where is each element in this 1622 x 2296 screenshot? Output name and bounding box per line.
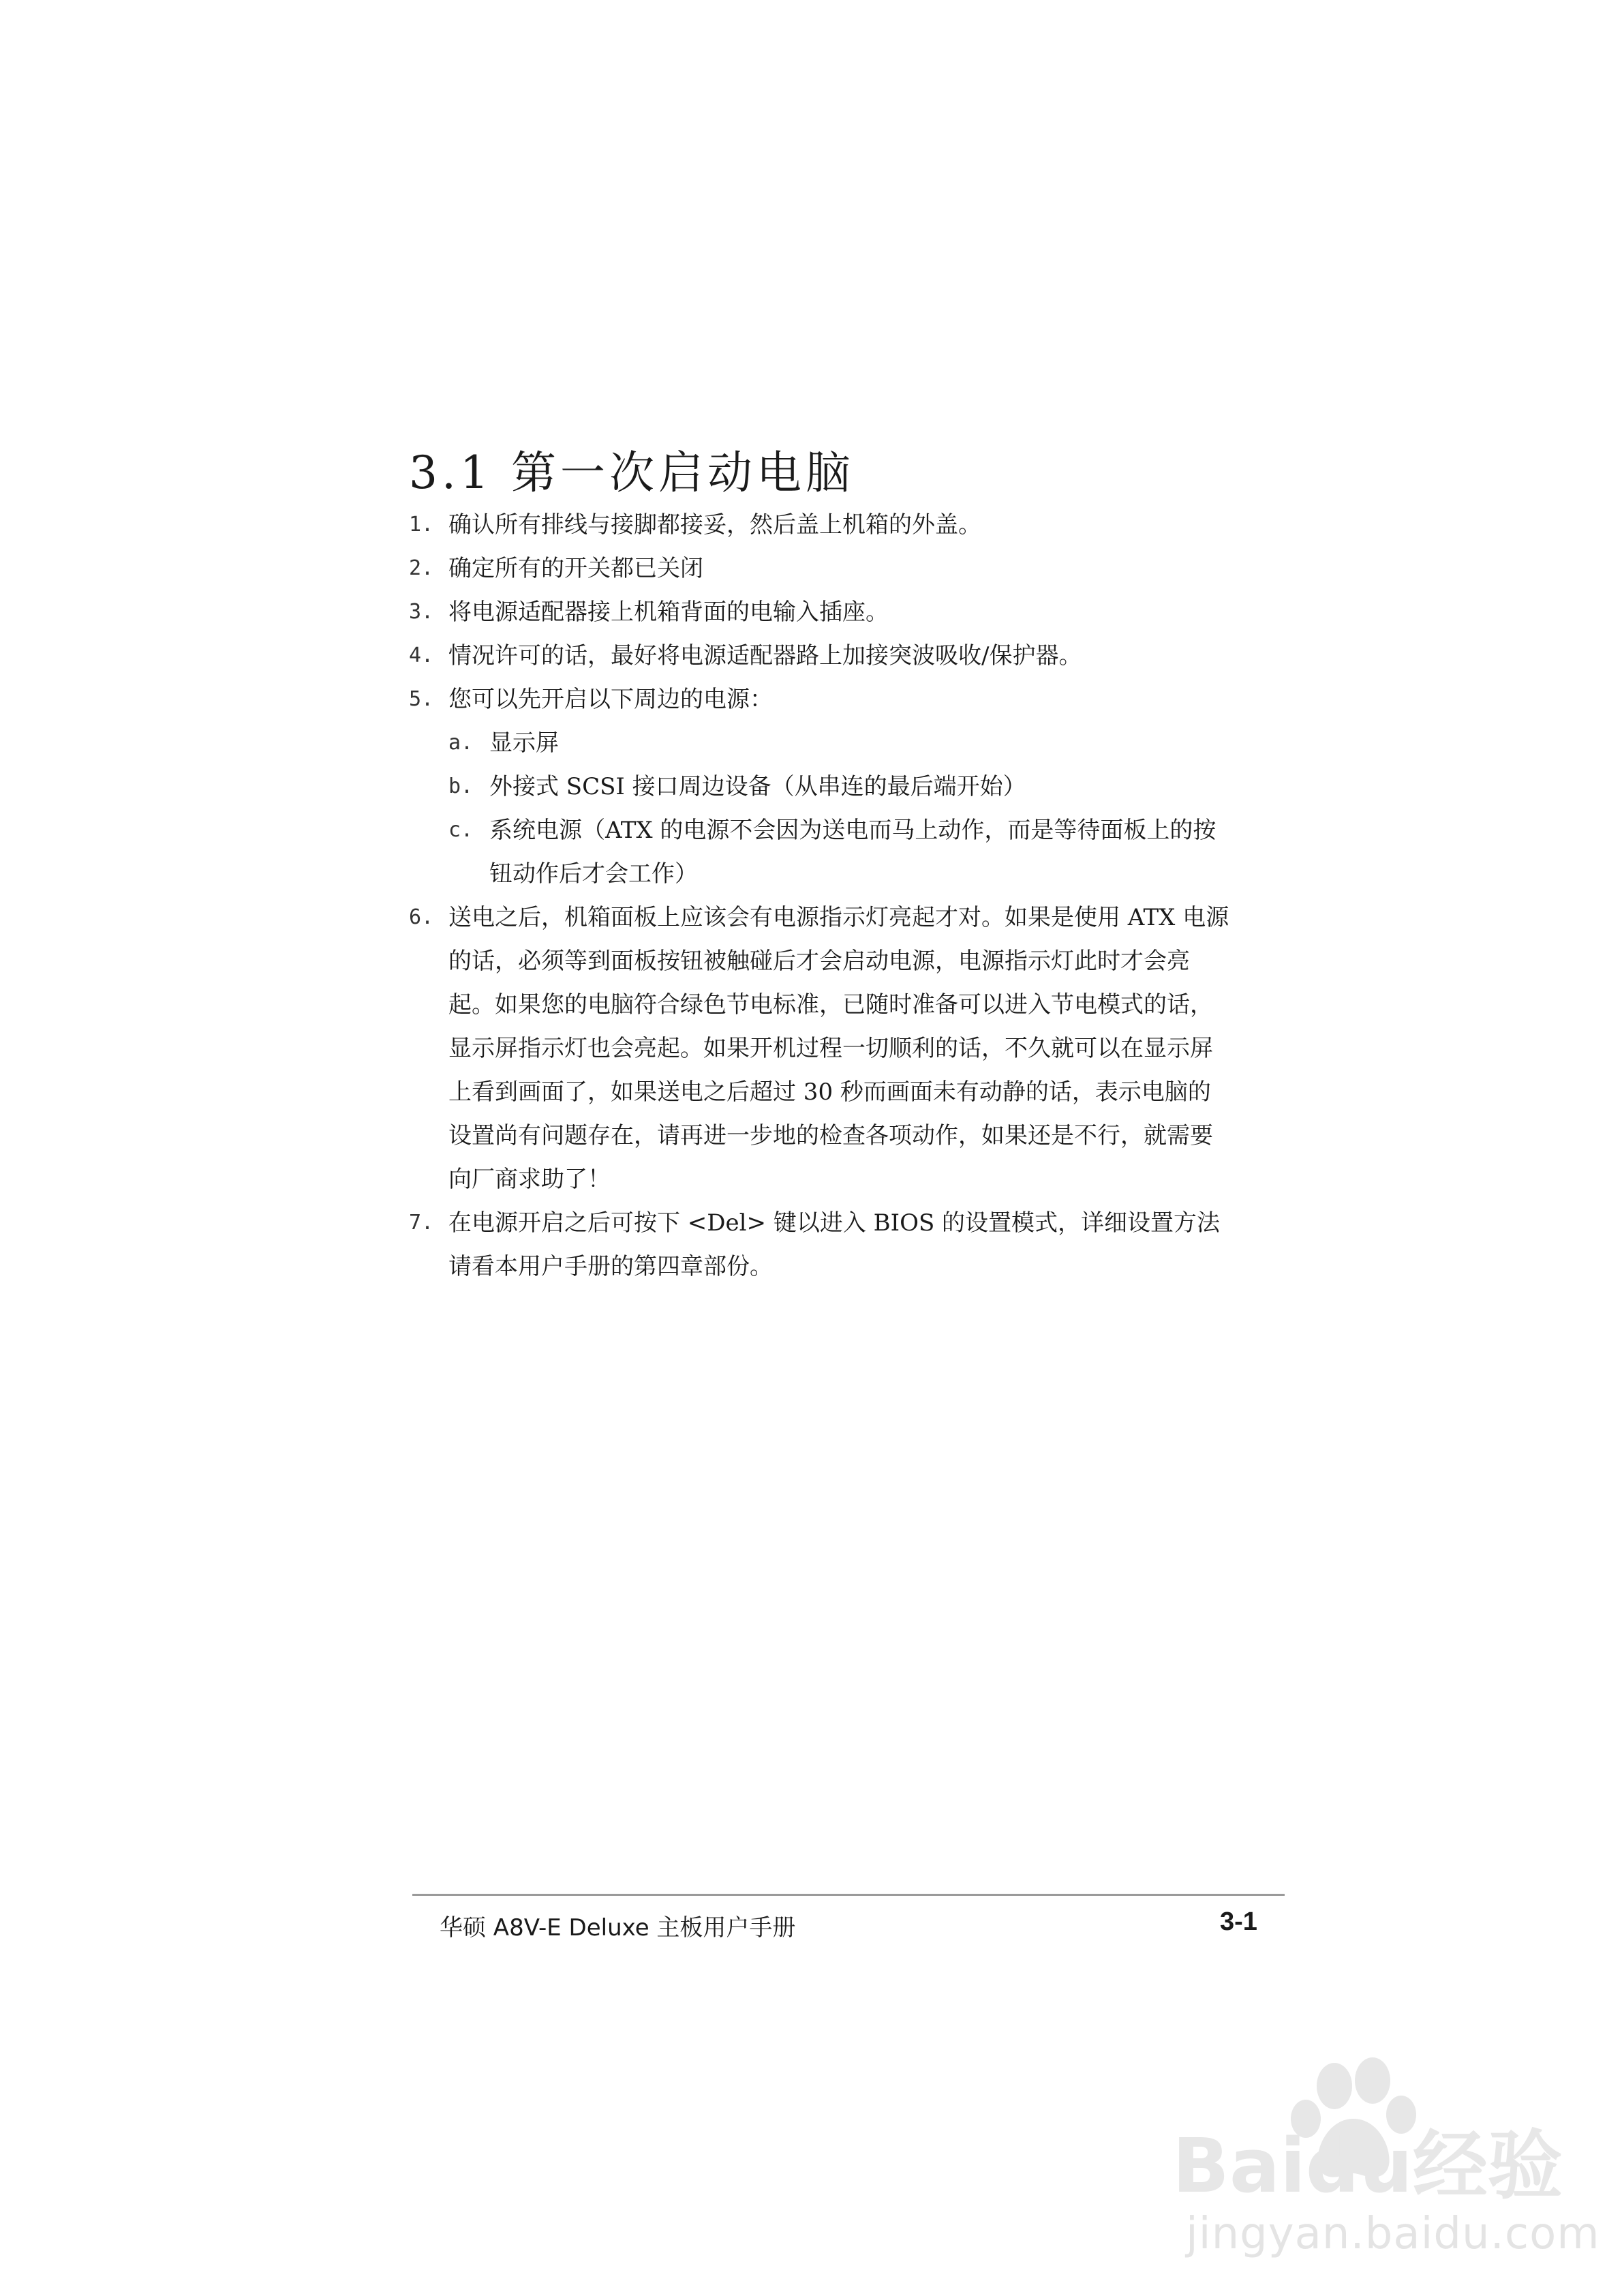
sub-text: 外接式 SCSI 接口周边设备（从串连的最后端开始） [489, 773, 1026, 800]
sub-item [448, 721, 1234, 765]
step-item [409, 634, 1234, 678]
step-text: 确认所有排线与接脚都接妥，然后盖上机箱的外盖。 [448, 511, 981, 539]
sub-text: 系统电源（ATX 的电源不会因为送电而马上动作，而是等待面板上的按钮动作后才会工作） [489, 817, 1216, 888]
step-item [409, 590, 1234, 634]
page-heading: 3.1 第一次启动电脑 [409, 447, 855, 499]
watermark-url: jingyan.baidu.com [1186, 2209, 1600, 2259]
step-number: 1. [409, 513, 434, 537]
baidu-watermark [1159, 2038, 1600, 2263]
step-text: 情况许可的话，最好将电源适配器路上加接突波吸收/保护器。 [448, 642, 1082, 669]
step-text: 确定所有的开关都已关闭 [448, 555, 703, 582]
step-number: 4. [409, 644, 434, 667]
step-item [409, 896, 1234, 1201]
steps-list [409, 503, 1234, 1288]
step-text: 您可以先开启以下周边的电源： [448, 686, 773, 713]
watermark-brand: Baidu经验 [1172, 2122, 1563, 2202]
sub-label: b. [448, 774, 474, 798]
step-number: 5. [409, 687, 434, 711]
sub-label: a. [448, 731, 474, 755]
footer-title: 华硕 A8V-E Deluxe 主板用户手册 [440, 1914, 796, 1942]
step-number: 2. [409, 556, 434, 580]
sub-text: 显示屏 [489, 729, 559, 757]
sub-list [448, 721, 1234, 896]
step-text: 送电之后，机箱面板上应该会有电源指示灯亮起才对。如果是使用 ATX 电源的话，必须等到面板按钮被触碰后才会启动电源，电源指示灯此时才会亮起。如果您的电脑符合绿色节电标准，已随时准备可以进入节电模式的话，显示屏指示灯也会亮起。如果开机过程一切顺利的话，不久就可以在显示屏上看到画面了，如果送电之后超过 30 秒而画面未有动静的话，表示电脑的设置尚有问题存在，请再进一步地的检查各项动作，如果还是不行，就需要向厂商求助了！ [448, 904, 1229, 1193]
sub-item [448, 809, 1234, 896]
step-item [409, 678, 1234, 896]
step-text: 将电源适配器接上机箱背面的电输入插座。 [448, 599, 889, 626]
step-number: 3. [409, 600, 434, 624]
step-item [409, 1201, 1234, 1288]
step-text: 在电源开启之后可按下 <Del> 键以进入 BIOS 的设置模式，详细设置方法请看本用户手册的第四章部份。 [448, 1209, 1221, 1280]
step-number: 6. [409, 905, 434, 929]
sub-item [448, 765, 1234, 809]
step-item [409, 503, 1234, 547]
footer-divider [412, 1894, 1285, 1896]
step-number: 7. [409, 1211, 434, 1235]
sub-label: c. [448, 818, 474, 842]
step-item [409, 547, 1234, 590]
footer-page-number: 3-1 [1220, 1907, 1257, 1936]
paw-logo-icon [1159, 2038, 1581, 2202]
